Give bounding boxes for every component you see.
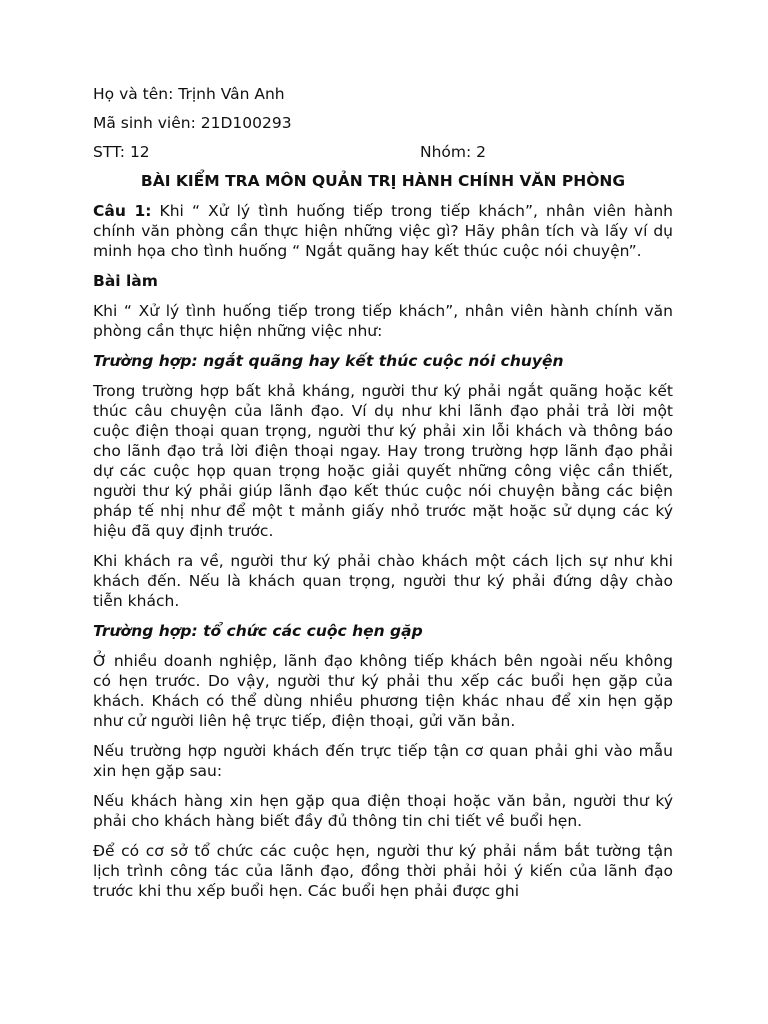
intro-paragraph: Khi “ Xử lý tình huống tiếp trong tiếp khách”, nhân viên hành chính văn phòng cần thực hiện những việc như: <box>93 302 673 340</box>
section1-paragraph-2: Khi khách ra về, người thư ký phải chào khách một cách lịch sự như khi khách đến. Nếu là khách quan trọng, người thư ký phải đứng dậy chào tiễn khách. <box>93 552 673 610</box>
stt-number: STT: 12 <box>93 143 150 161</box>
student-id: Mã sinh viên: 21D100293 <box>93 114 292 132</box>
section1-heading: Trường hợp: ngắt quãng hay kết thúc cuộc nói chuyện <box>93 352 564 370</box>
student-name: Họ và tên: Trịnh Vân Anh <box>93 85 285 103</box>
group-number: Nhóm: 2 <box>420 143 487 161</box>
document-page <box>93 84 673 911</box>
question-text: Khi “ Xử lý tình huống tiếp trong tiếp khách”, nhân viên hành chính văn phòng cần thực hiện những việc gì? Hãy phân tích và lấy ví dụ minh họa cho tình huống “ Ngắt quãng hay kết thúc cuộc nói chuyện”. <box>93 202 674 260</box>
meta-row <box>93 142 673 162</box>
question-label: Câu 1: <box>93 202 152 220</box>
section2-paragraph-4: Để có cơ sở tổ chức các cuộc hẹn, người thư ký phải nắm bắt tường tận lịch trình công tác của lãnh đạo, đồng thời phải hỏi ý kiến của lãnh đạo trước khi thu xếp buổi hẹn. Các buổi hẹn phải được ghi <box>93 842 673 900</box>
question-paragraph <box>93 201 673 261</box>
section2-heading: Trường hợp: tổ chức các cuộc hẹn gặp <box>93 622 423 640</box>
section2-paragraph-1: Ở nhiều doanh nghiệp, lãnh đạo không tiếp khách bên ngoài nếu không có hẹn trước. Do vậy, người thư ký phải thu xếp các buổi hẹn gặp của khách. Khách có thể dùng nhiều phương tiện khác nhau để xin hẹn gặp như cử người liên hệ trực tiếp, điện thoại, gửi văn bản. <box>93 652 673 730</box>
document-title: BÀI KIỂM TRA MÔN QUẢN TRỊ HÀNH CHÍNH VĂN PHÒNG <box>140 172 626 190</box>
section1-paragraph-1: Trong trường hợp bất khả kháng, người thư ký phải ngắt quãng hoặc kết thúc câu chuyện của lãnh đạo. Ví dụ như khi lãnh đạo phải trả lời một cuộc điện thoại quan trọng, người thư ký phải xin lỗi khách và thông báo cho lãnh đạo trả lời điện thoại ngay. Hay trong trường hợp lãnh đạo phải dự các cuộc họp quan trọng hoặc giải quyết những công việc cần thiết, người thư ký phải giúp lãnh đạo kết thúc cuộc nói chuyện bằng các biện pháp tế nhị như để một t mảnh giấy nhỏ trước mặt hoặc sử dụng các ký hiệu đã quy định trước. <box>93 382 673 540</box>
section2-paragraph-3: Nếu khách hàng xin hẹn gặp qua điện thoại hoặc văn bản, người thư ký phải cho khách hàng biết đầy đủ thông tin chi tiết về buổi hẹn. <box>93 792 673 830</box>
section2-paragraph-2: Nếu trường hợp người khách đến trực tiếp tận cơ quan phải ghi vào mẫu xin hẹn gặp sau: <box>93 742 673 780</box>
answer-heading: Bài làm <box>93 272 158 290</box>
